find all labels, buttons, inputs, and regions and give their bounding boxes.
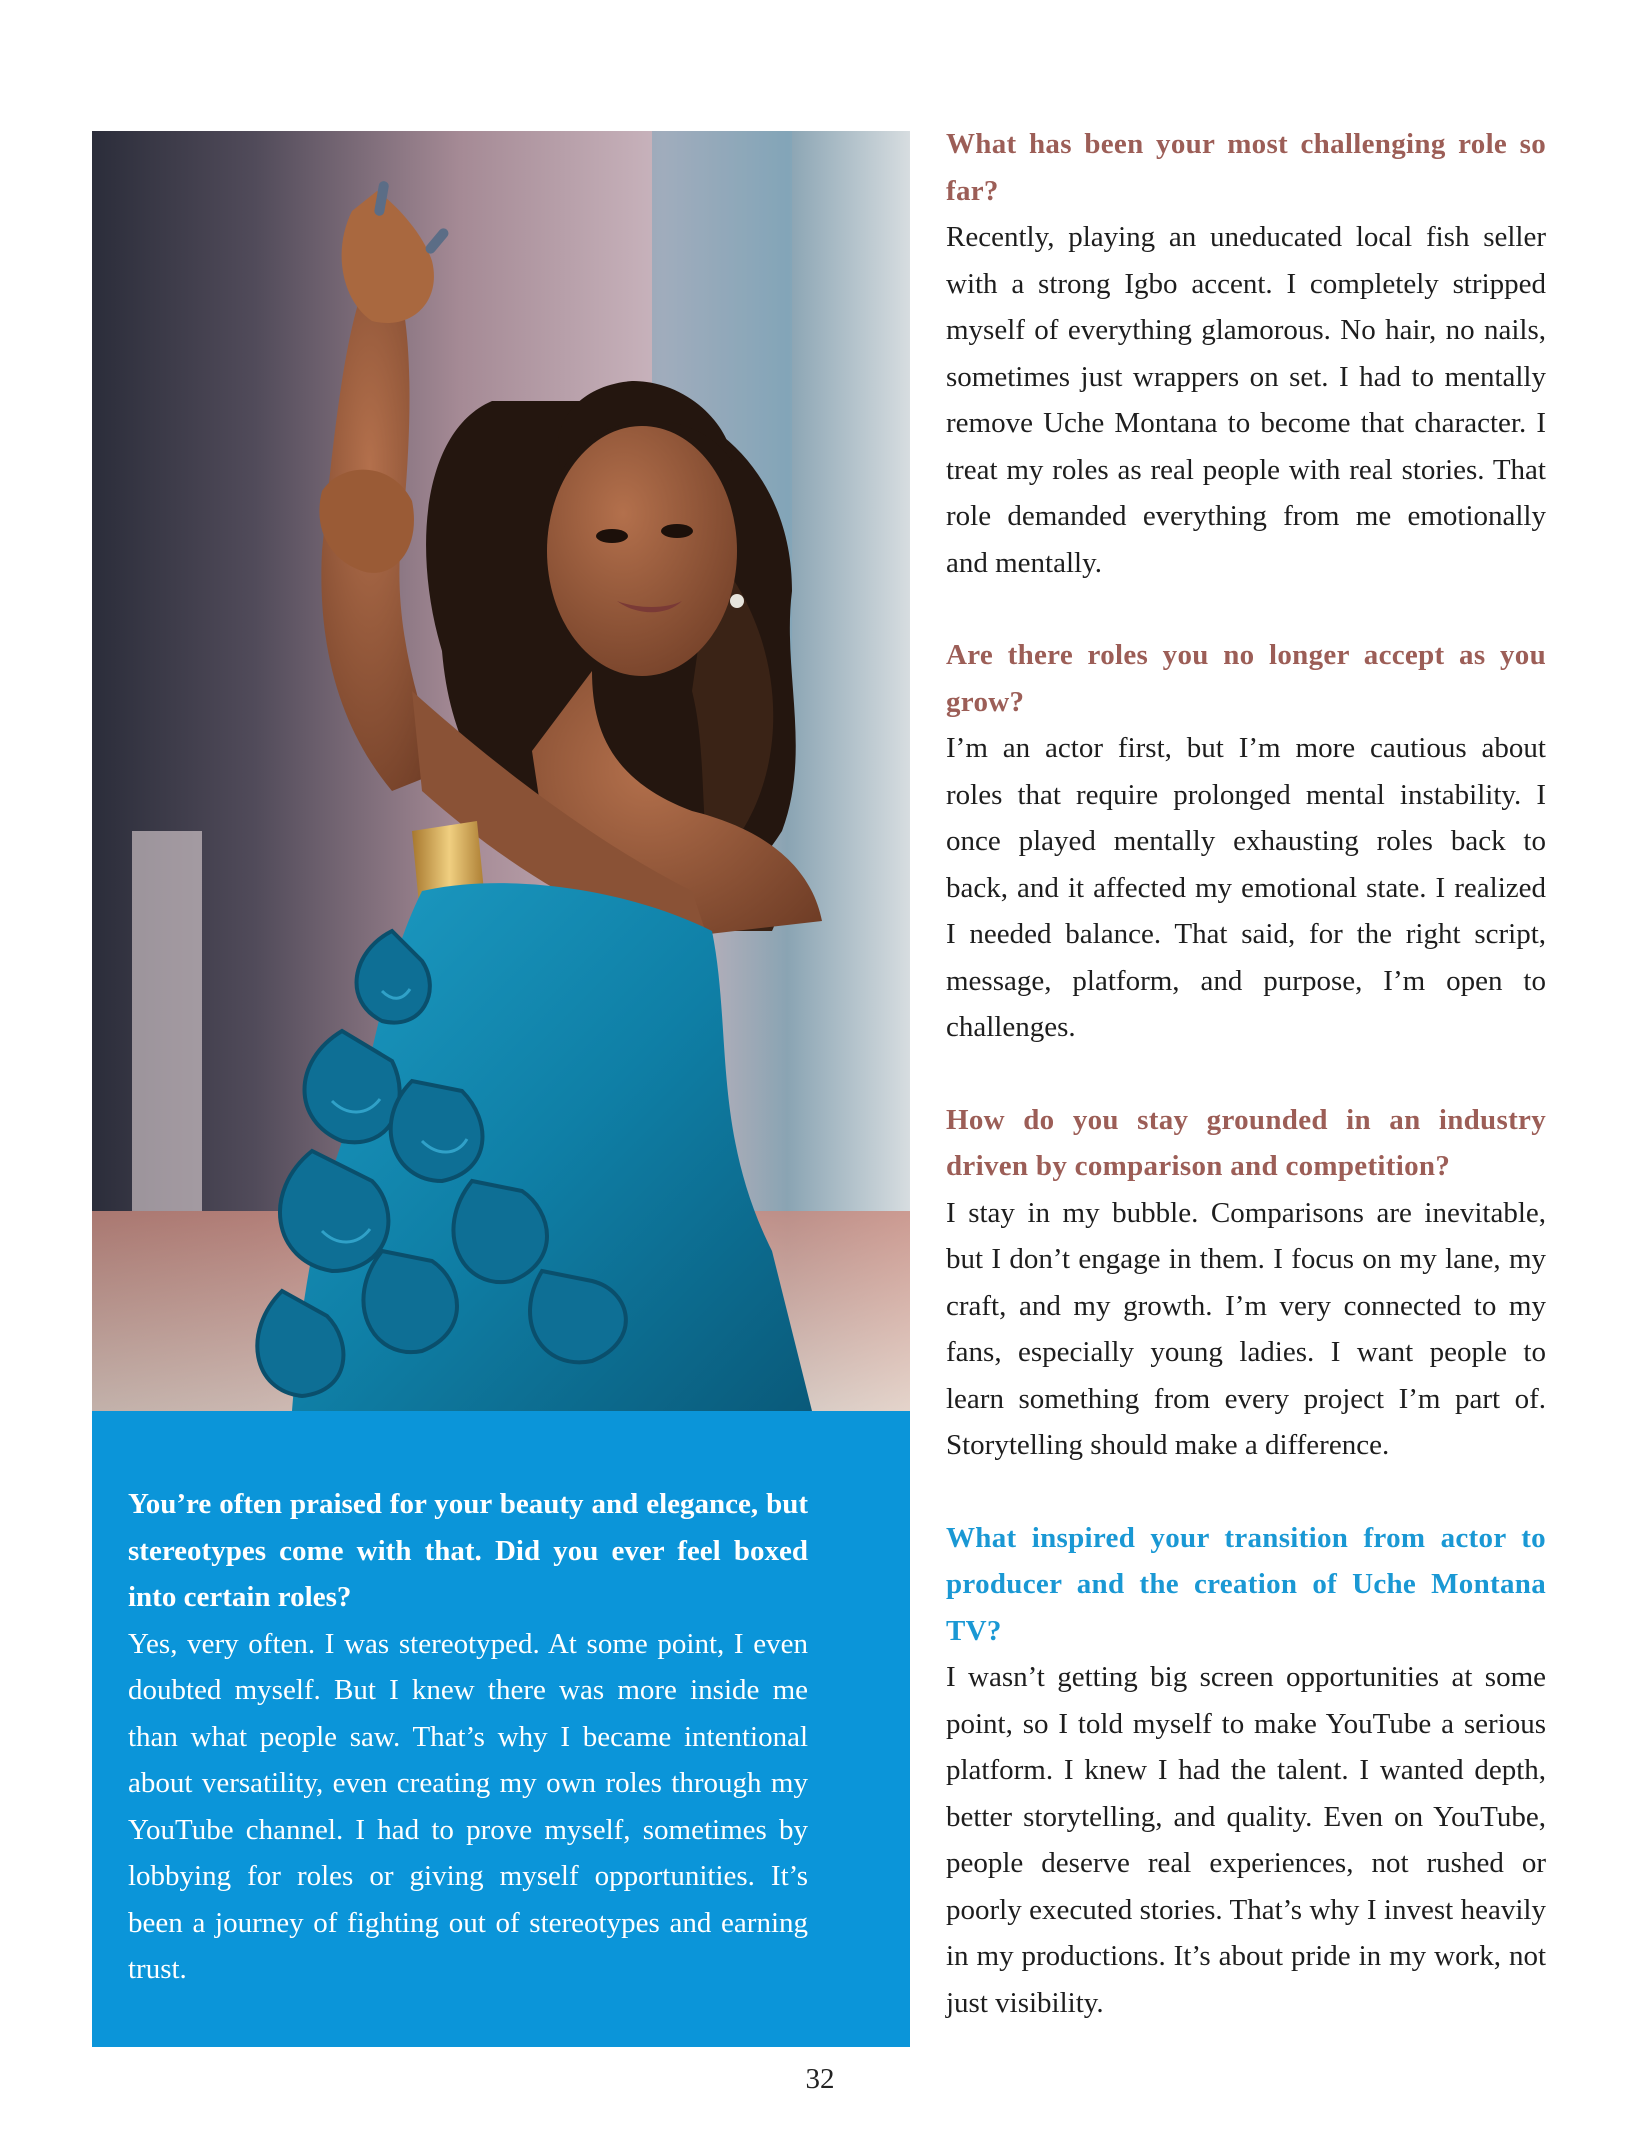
interview-answer: I stay in my bubble. Comparisons are inevitable, but I don’t engage in them. I focus on my lane, my craft, and my growth. I’m very connected to my fans, especially young ladies. I want people to learn something from every project I’m part of. Storytelling should make a difference. [946,1196,1546,1461]
sidebar-question: You’re often praised for your beauty and elegance, but stereotypes come with that. Did you ever feel boxed into certain roles? [128,1488,808,1613]
interview-question: What has been your most challenging role so far? [946,128,1546,207]
sidebar-box [92,1411,910,2047]
interview-answer: Recently, playing an uneducated local fish seller with a strong Igbo accent. I completely stripped myself of everything glamorous. No hair, no nails, sometimes just wrappers on set. I had to mentally remove Uche Montana to become that character. I treat my roles as real people with real stories. That role demanded everything from me emotionally and mentally. [946,221,1546,579]
interview-question: Are there roles you no longer accept as you grow? [946,639,1546,718]
qa-block [946,1515,1546,2027]
qa-block [946,632,1546,1051]
interview-column [946,121,1546,2072]
feature-photo [92,131,910,1411]
page-number: 32 [805,2063,835,2095]
interview-answer: I’m an actor first, but I’m more cautious about roles that require prolonged mental instability. I once played mentally exhausting roles back to back, and it affected my emotional state. I realized I needed balance. That said, for the right script, message, platform, and purpose, I’m open to challenges. [946,732,1546,1043]
photo-illustration [92,131,910,1411]
interview-question: What inspired your transition from actor to producer and the creation of Uche Montana TV? [946,1521,1546,1647]
qa-block [946,1097,1546,1469]
interview-question: How do you stay grounded in an industry driven by comparison and competition? [946,1103,1546,1182]
qa-block [946,121,1546,586]
sidebar-answer: Yes, very often. I was stereotyped. At some point, I even doubted myself. But I knew there was more inside me than what people saw. That’s why I became intentional about versatility, even creating my own roles through my YouTube channel. I had to prove myself, sometimes by lobbying for roles or giving myself opportunities. It’s been a journey of fighting out of stereotypes and earning trust. [128,1627,808,1985]
interview-answer: I wasn’t getting big screen opportunities at some point, so I told myself to make YouTube a serious platform. I knew I had the talent. I wanted depth, better storytelling, and quality. Even on YouTube, people deserve real experiences, not rushed or poorly executed stories. That’s why I invest heavily in my productions. It’s about pride in my work, not just visibility. [946,1661,1546,2019]
